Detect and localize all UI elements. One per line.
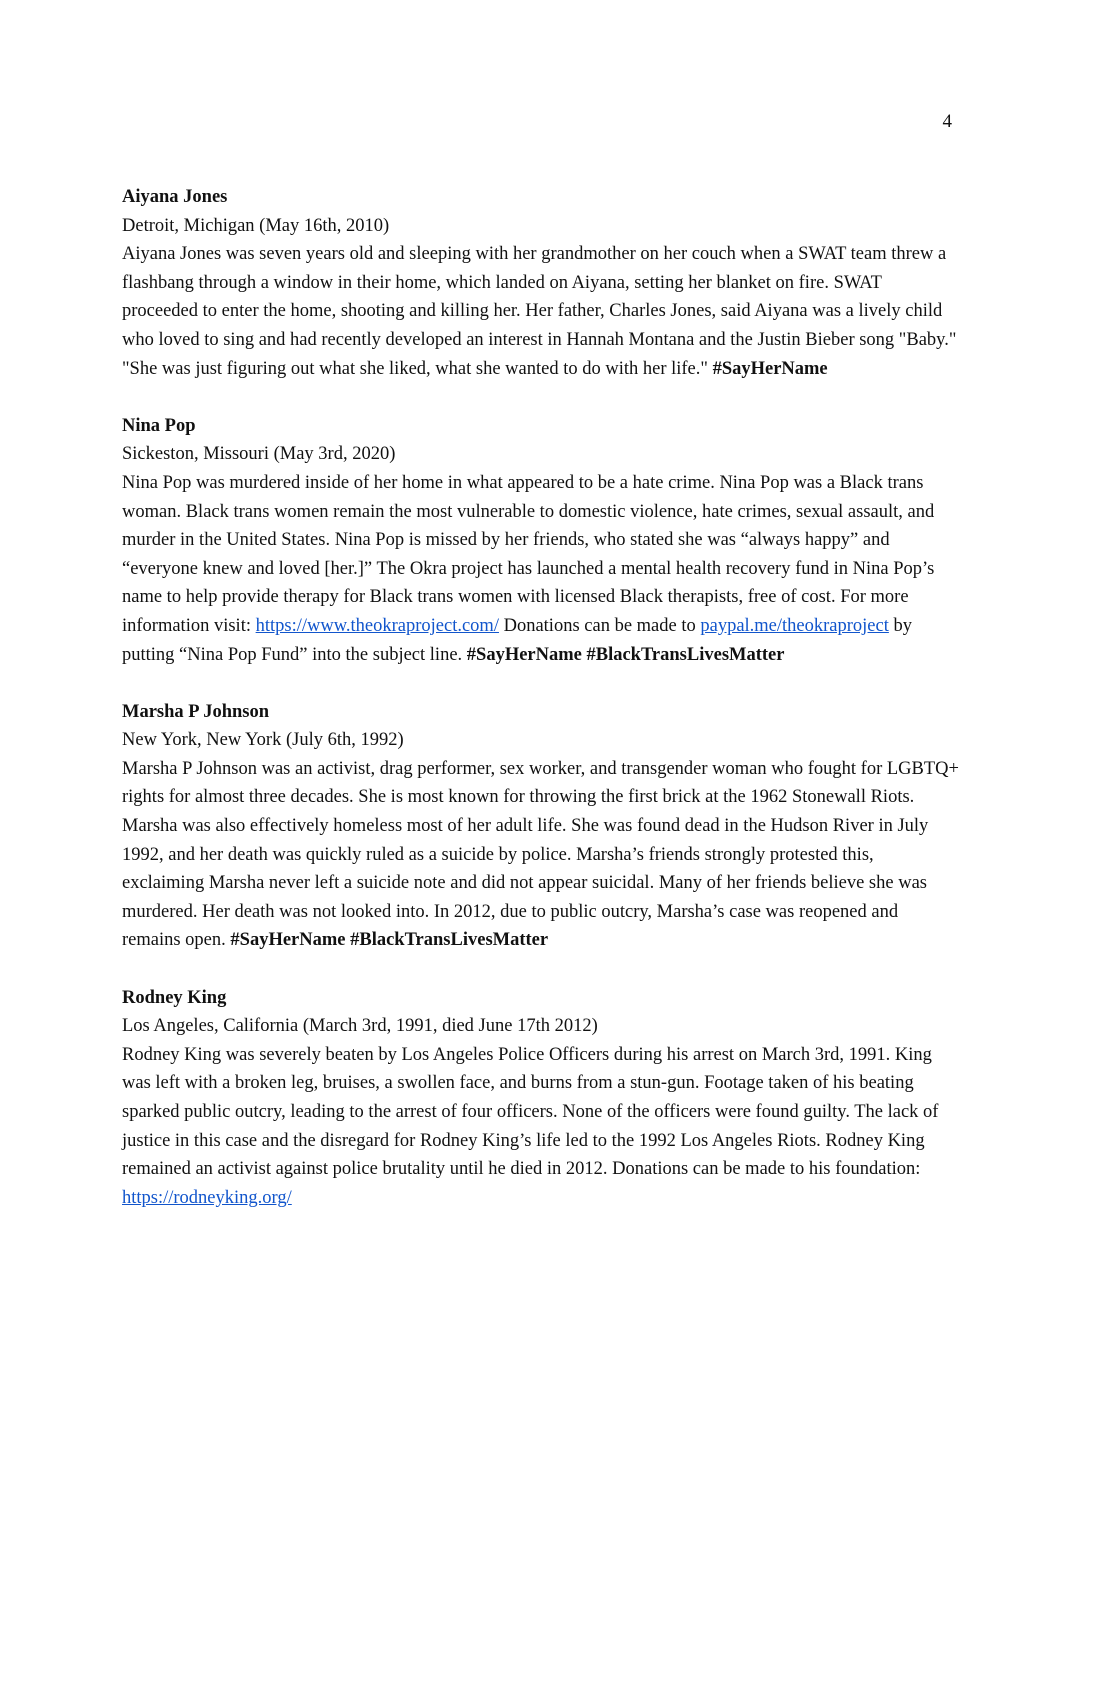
entry-rodney-king <box>122 984 960 1213</box>
entry-name: Marsha P Johnson <box>122 701 270 722</box>
entry-text: Donations can be made to <box>498 615 701 636</box>
okra-project-link[interactable]: https://www.theokraproject.com/ <box>255 615 499 636</box>
entry-text: by putting “Nina Pop Fund” into the subject line. <box>122 615 912 665</box>
entry-hashtags: #SayHerName <box>712 358 828 379</box>
entry-description <box>122 240 960 383</box>
entry-hashtags: #SayHerName #BlackTransLivesMatter <box>230 930 549 951</box>
entry-text: Aiyana Jones was seven years old and sleeping with her grandmother on her couch when a SWAT team threw a flashbang through a window in their home, which landed on Aiyana, setting her blanket on fire. SWAT proceeded to enter the home, shooting and killing her. Her father, Charles Jones, said Aiyana was a lively child who loved to sing and had recently developed an interest in Hannah Montana and the Justin Bieber song "Baby." "She was just figuring out what she liked, what she wanted to do with her life." <box>122 244 957 379</box>
entry-text: Nina Pop was murdered inside of her home in what appeared to be a hate crime. Nina Pop was a Black trans woman. Black trans women remain the most vulnerable to domestic violence, hate crimes, sexual assault, and murder in the United States. Nina Pop is missed by her friends, who stated she was “always happy” and “everyone knew and loved [her.]” The Okra project has launched a mental health recovery fund in Nina Pop’s name to help provide therapy for Black trans women with licensed Black therapists, free of cost. For more information visit: <box>122 472 935 636</box>
entry-text: Marsha P Johnson was an activist, drag performer, sex worker, and transgender woman who fought for LGBTQ+ rights for almost three decades. She is most known for throwing the first brick at the 1962 Stonewall Riots. Marsha was also effectively homeless most of her adult life. She was found dead in the Hudson River in July 1992, and her death was quickly ruled as a suicide by police. Marsha’s friends strongly protested this, exclaiming Marsha never left a suicide note and did not appear suicidal. Many of her friends believe she was murdered. Her death was not looked into. In 2012, due to public outcry, Marsha’s case was reopened and remains open. <box>122 758 959 951</box>
entry-place-date: Detroit, Michigan (May 16th, 2010) <box>122 215 390 236</box>
entry-description <box>122 1041 960 1213</box>
entry-name: Nina Pop <box>122 415 196 436</box>
entry-description <box>122 755 960 955</box>
entry-place-date: Los Angeles, California (March 3rd, 1991, died June 17th 2012) <box>122 1016 598 1037</box>
entry-description <box>122 469 960 669</box>
entry-hashtags: #SayHerName #BlackTransLivesMatter <box>466 644 785 665</box>
entry-nina-pop <box>122 412 960 669</box>
entry-name: Rodney King <box>122 987 227 1008</box>
entry-text: Rodney King was severely beaten by Los Angeles Police Officers during his arrest on March 3rd, 1991. King was left with a broken leg, bruises, a swollen face, and burns from a stun-gun. Footage taken of his beating sparked public outcry, leading to the arrest of four officers. None of the officers were found guilty. The lack of justice in this case and the disregard for Rodney King’s life led to the 1992 Los Angeles Riots. Rodney King remained an activist against police brutality until he died in 2012. Donations can be made to his foundation: <box>122 1044 939 1180</box>
entry-place-date: Sickeston, Missouri (May 3rd, 2020) <box>122 444 396 465</box>
document-body <box>122 183 960 1241</box>
page-number: 4 <box>942 111 952 132</box>
entry-marsha-p-johnson <box>122 698 960 955</box>
entry-aiyana-jones <box>122 183 960 383</box>
entry-name: Aiyana Jones <box>122 187 228 207</box>
paypal-link[interactable]: paypal.me/theokraproject <box>700 615 889 636</box>
entry-place-date: New York, New York (July 6th, 1992) <box>122 730 404 751</box>
rodney-king-foundation-link[interactable]: https://rodneyking.org/ <box>122 1187 292 1208</box>
